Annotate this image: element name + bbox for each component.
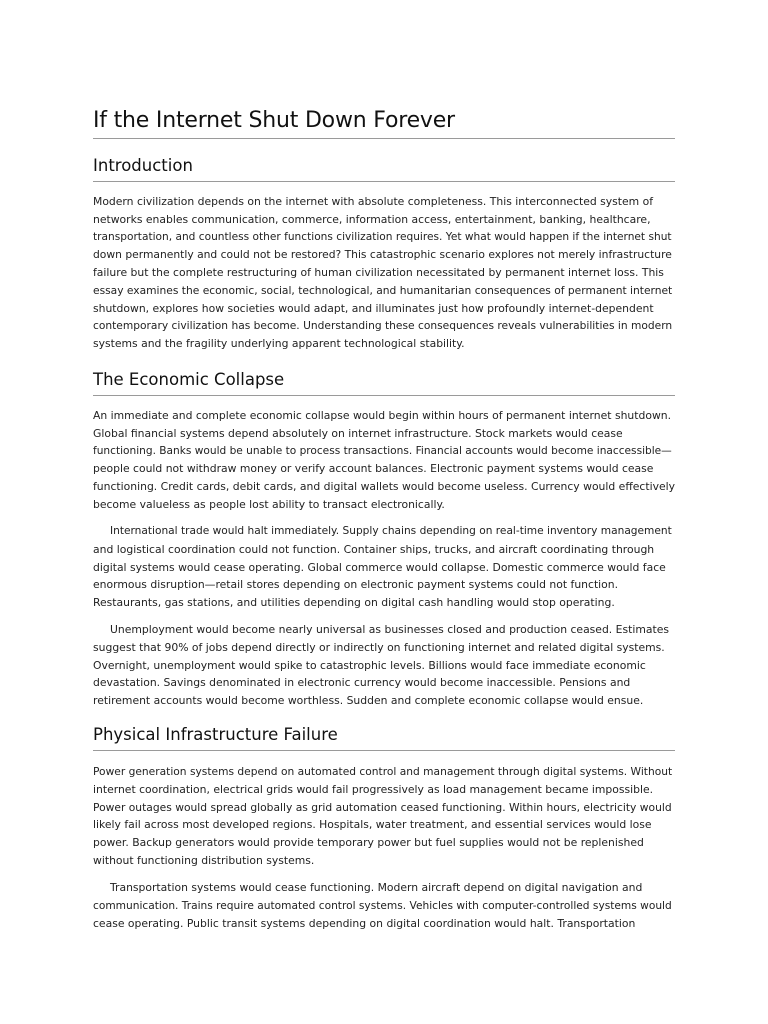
paragraph — [93, 621, 675, 710]
paragraph-line: contemporary civilization has become. Understanding these consequences reveals vulnerabilities in modern — [93, 319, 673, 333]
paragraph — [93, 879, 675, 932]
paragraph-line: people could not withdraw money or verify account balances. Electronic payment systems would cease — [93, 462, 654, 476]
paragraph-line: retirement accounts would become worthless. Sudden and complete economic collapse would ensue. — [93, 694, 644, 707]
paragraph — [93, 763, 675, 870]
paragraph-line: and logistical coordination could not function. Container ships, trucks, and aircraft coordinating through — [93, 542, 655, 556]
section-divider — [93, 395, 675, 396]
section-heading-introduction: Introduction — [93, 156, 193, 175]
paragraph-line: digital systems would cease operating. Global commerce would collapse. Domestic commerce would face — [93, 560, 666, 574]
paragraph-line: likely fail across most developed regions. Hospitals, water treatment, and essential services would lose — [93, 818, 652, 832]
section-heading-physical-infrastructure: Physical Infrastructure Failure — [93, 725, 338, 744]
paragraph — [93, 407, 675, 514]
paragraph-line: shutdown, explores how societies would adapt, and illuminates just how profoundly internet-dependent — [93, 301, 654, 315]
paragraph-line: communication. Trains require automated control systems. Vehicles with computer-controlled systems would — [93, 898, 672, 912]
paragraph-line: essay examines the economic, social, technological, and humanitarian consequences of permanent internet — [93, 283, 673, 297]
paragraph-line: functioning. Banks would be unable to process transactions. Financial accounts would become inaccessible— — [93, 444, 672, 457]
paragraph-line: down permanently and could not be restored? This catastrophic scenario explores not merely infrastructure — [93, 248, 672, 262]
paragraph-line: power. Backup generators would provide temporary power but fuel supplies would not be replenished — [93, 836, 644, 849]
paragraph-line: Global financial systems depend absolutely on internet infrastructure. Stock markets would cease — [93, 426, 623, 440]
paragraph-line: Unemployment would become nearly universal as businesses closed and production ceased. Estimates — [110, 623, 669, 636]
paragraph-line: functioning. Credit cards, debit cards, and digital wallets would become useless. Currency would effectively — [93, 480, 675, 493]
paragraph-line: International trade would halt immediately. Supply chains depending on real-time inventory management — [110, 525, 672, 537]
paragraph-line: cease operating. Public transit systems depending on digital coordination would halt. Transportation — [93, 916, 636, 930]
paragraph-line: failure but the complete restructuring of human civilization necessitated by permanent internet loss. This — [93, 266, 664, 279]
section-divider — [93, 750, 675, 751]
paragraph — [93, 523, 675, 612]
paragraph-line: internet coordination, electrical grids would fail progressively as load management became impossible. — [93, 782, 654, 796]
paragraph-line: become valueless as people lost ability to transact electronically. — [93, 497, 445, 511]
paragraph-line: suggest that 90% of jobs depend directly or indirectly on functioning internet and related digital systems. — [93, 640, 665, 654]
paragraph-line: systems and the fragility underlying apparent technological stability. — [93, 337, 465, 350]
title-divider — [93, 138, 675, 139]
section-divider — [93, 181, 675, 182]
paragraph-line: Restaurants, gas stations, and utilities depending on digital cash handling would stop operating. — [93, 596, 615, 609]
paragraph-line: Power generation systems depend on automated control and management through digital systems. Without — [93, 765, 673, 778]
section-heading-economic-collapse: The Economic Collapse — [93, 370, 285, 389]
document-title: If the Internet Shut Down Forever — [93, 108, 455, 133]
paragraph-line: enormous disruption—retail stores depending on electronic payment systems could not function. — [93, 578, 619, 592]
paragraph-line: without functioning distribution systems. — [93, 853, 315, 867]
paragraph-line: networks enables communication, commerce, information access, entertainment, banking, healthcare, — [93, 212, 651, 226]
paragraph-line: devastation. Savings denominated in electronic currency would become inaccessible. Pensions and — [93, 676, 631, 690]
paragraph — [93, 193, 675, 353]
paragraph-line: Modern civilization depends on the internet with absolute completeness. This interconnected system of — [93, 195, 654, 208]
paragraph-line: transportation, and countless other functions civilization requires. Yet what would happen if the internet shut — [93, 230, 672, 243]
paragraph-line: Power outages would spread globally as grid automation ceased functioning. Within hours, electricity would — [93, 800, 672, 814]
paragraph-line: An immediate and complete economic collapse would begin within hours of permanent internet shutdown. — [93, 409, 672, 422]
paragraph-line: Overnight, unemployment would spike to catastrophic levels. Billions would face immediate economic — [93, 658, 646, 672]
paragraph-line: Transportation systems would cease functioning. Modern aircraft depend on digital navigation and — [110, 881, 643, 894]
